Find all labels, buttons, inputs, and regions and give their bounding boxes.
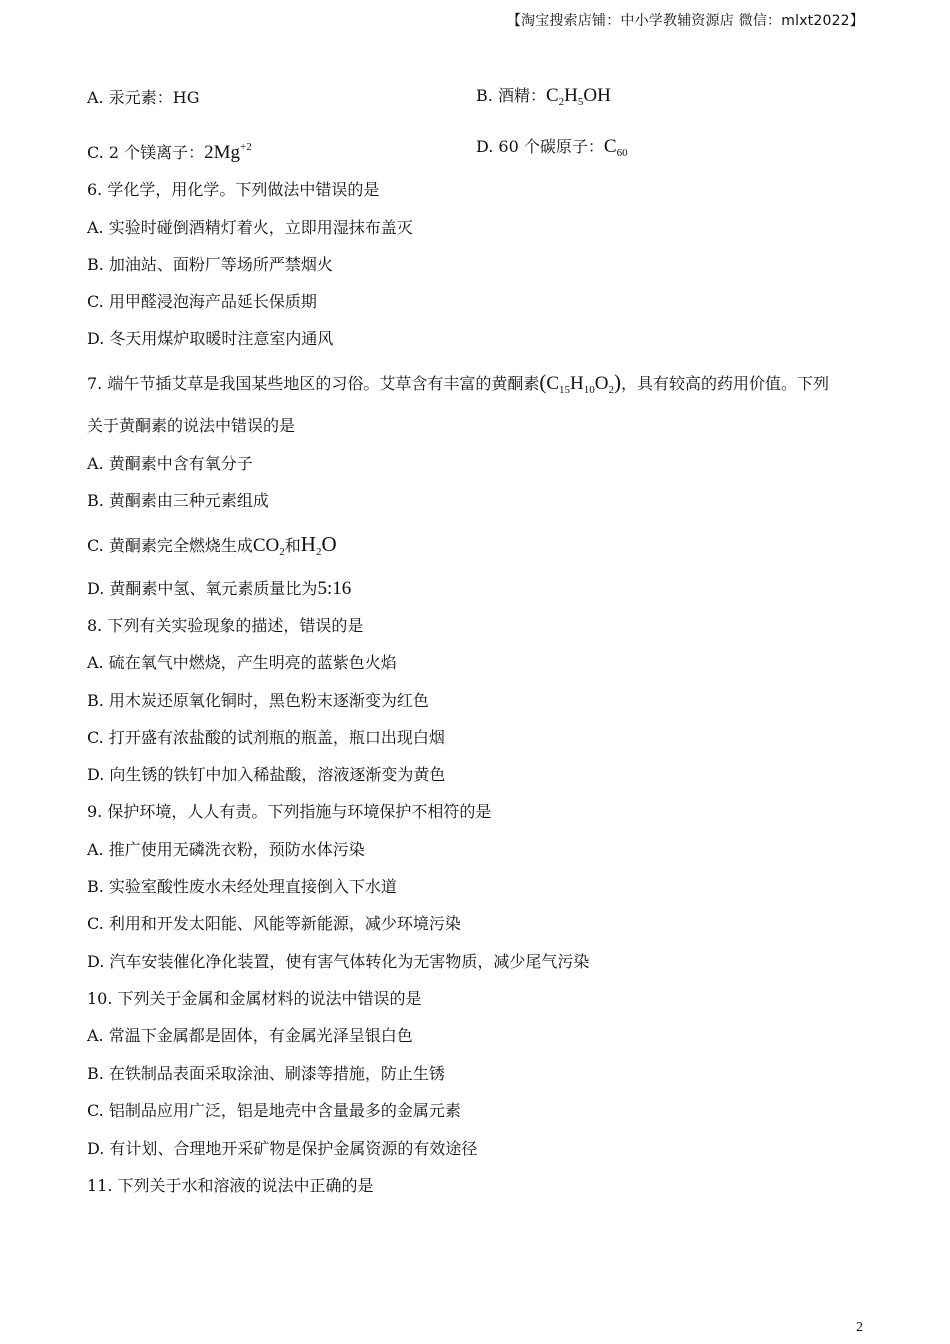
q7-option-b: B. 黄酮素由三种元素组成 (87, 491, 269, 510)
q10-option-a: A. 常温下金属都是固体，有金属光泽呈银白色 (87, 1026, 413, 1045)
q9-stem: 9. 保护环境，人人有责。下列指施与环境保护不相符的是 (87, 802, 492, 821)
q10-option-b: B. 在铁制品表面采取涂油、刷漆等措施，防止生锈 (87, 1064, 445, 1083)
h2o-formula: $H_2O$ (300, 532, 337, 558)
q9-option-c: C. 利用和开发太阳能、风能等新能源，减少环境污染 (87, 914, 461, 933)
q7-option-d: D. 黄酮素中氢、氧元素质量比为5:16 (87, 578, 352, 599)
q7-stem-line2: 关于黄酮素的说法中错误的是 (87, 416, 296, 435)
q8-option-c: C. 打开盛有浓盐酸的试剂瓶的瓶盖，瓶口出现白烟 (87, 728, 445, 747)
magnesium-ion-formula: $2Mg^{+2}$ (204, 141, 252, 163)
q7-option-c: C. 黄酮素完全燃烧生成$CO_2$和$H_2O$ (87, 532, 337, 558)
carbon-atoms-formula: $C_{60}$ (603, 136, 628, 159)
q8-option-a: A. 硫在氧气中燃烧，产生明亮的蓝紫色火焰 (87, 653, 397, 672)
q5-option-c: C. 2 个镁离子：$2Mg^{+2}$ (87, 141, 252, 163)
q8-option-d: D. 向生锈的铁钉中加入稀盐酸，溶液逐渐变为黄色 (87, 765, 446, 784)
q10-option-d: D. 有计划、合理地开采矿物是保护金属资源的有效途径 (87, 1139, 478, 1158)
q6-option-b: B. 加油站、面粉厂等场所严禁烟火 (87, 255, 333, 274)
q8-option-b: B. 用木炭还原氧化铜时，黑色粉末逐渐变为红色 (87, 691, 429, 710)
q11-stem: 11. 下列关于水和溶液的说法中正确的是 (87, 1176, 374, 1195)
q9-option-d: D. 汽车安装催化净化装置，使有害气体转化为无害物质，减少尾气污染 (87, 952, 590, 971)
q10-option-c: C. 铝制品应用广泛，铝是地壳中含量最多的金属元素 (87, 1101, 461, 1120)
q5-option-b: B. 酒精：$C_2H_5OH$ (476, 85, 611, 108)
q5-option-d: D. 60 个碳原子：$C_{60}$ (476, 136, 628, 159)
q9-option-a: A. 推广使用无磷洗衣粉，预防水体污染 (87, 840, 365, 859)
q6-option-a: A. 实验时碰倒酒精灯着火，立即用湿抹布盖灭 (87, 218, 413, 237)
q9-option-b: B. 实验室酸性废水未经处理直接倒入下水道 (87, 877, 397, 896)
q6-option-d: D. 冬天用煤炉取暖时注意室内通风 (87, 329, 334, 348)
q6-stem: 6. 学化学，用化学。下列做法中错误的是 (87, 180, 380, 199)
q7-option-a: A. 黄酮素中含有氧分子 (87, 454, 253, 473)
q5-option-a: A. 汞元素：HG (87, 88, 200, 107)
q7-stem: 7. 端午节插艾草是我国某些地区的习俗。艾草含有丰富的黄酮素$(C_{15}H_{10}O_2)$，具有较高的药用价值。下列 (87, 370, 830, 396)
q10-stem: 10. 下列关于金属和金属材料的说法中错误的是 (87, 989, 422, 1008)
q6-option-c: C. 用甲醛浸泡海产品延长保质期 (87, 292, 317, 311)
page-header: 【淘宝搜索店铺：中小学教辅资源店 微信：mlxt2022】 (506, 13, 864, 29)
ethanol-formula: $C_2H_5OH$ (545, 85, 611, 108)
flavone-formula: $(C_{15}H_{10}O_2)$ (539, 370, 622, 396)
co2-formula: $CO_2$ (252, 535, 285, 558)
q8-stem: 8. 下列有关实验现象的描述，错误的是 (87, 616, 364, 635)
mass-ratio: 5:16 (317, 578, 352, 599)
page-number: 2 (856, 1320, 863, 1335)
